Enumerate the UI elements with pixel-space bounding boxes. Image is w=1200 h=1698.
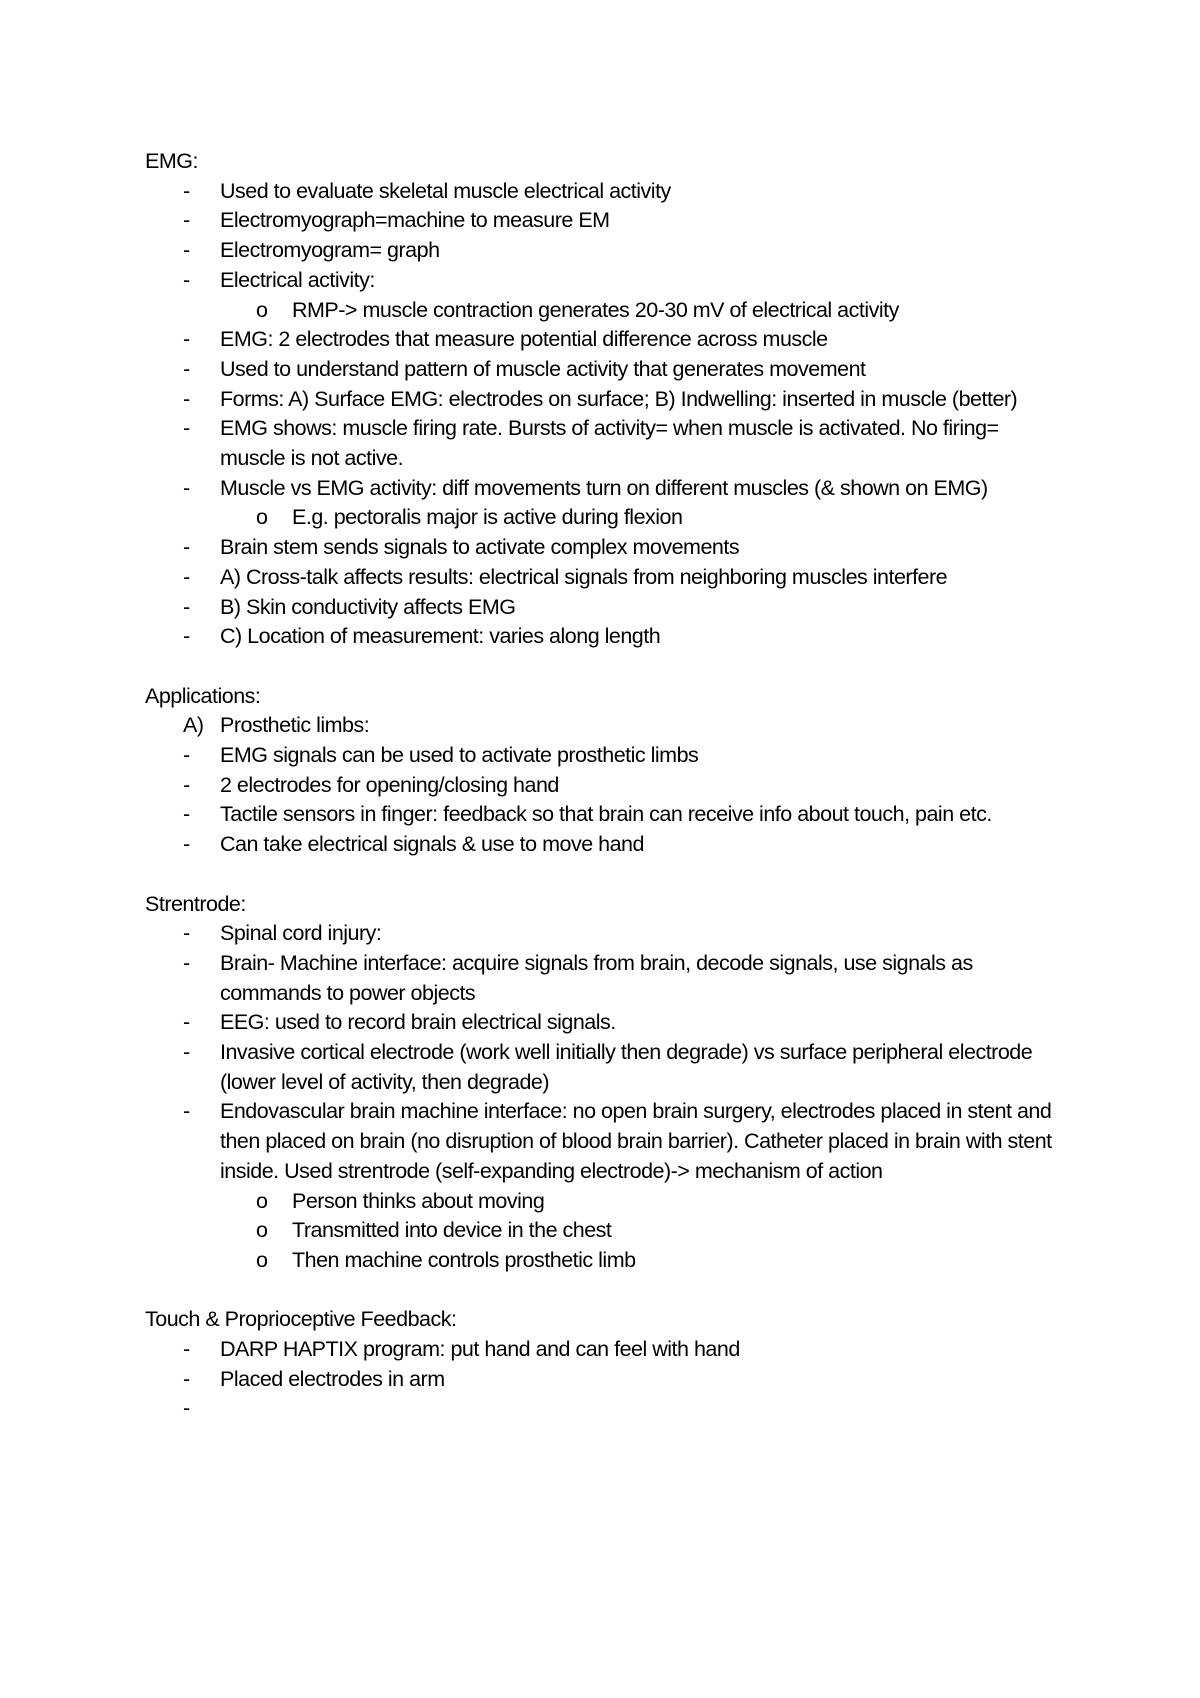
list-item: [145, 830, 1065, 860]
circle-bullet-icon: o: [256, 297, 268, 322]
item-text: EMG shows: muscle firing rate. Bursts of activity= when muscle is activated. No firing= muscle is not active.: [220, 416, 999, 471]
section: [145, 890, 1065, 1276]
circle-bullet-icon: o: [256, 1218, 268, 1243]
item-text: Invasive cortical electrode (work well initially then degrade) vs surface peripheral electrode (lower level of activity, then degrade): [220, 1040, 1033, 1094]
section: [145, 682, 1065, 860]
list-letter: A): [183, 713, 204, 738]
item-text: Transmitted into device in the chest: [292, 1218, 612, 1243]
sub-bullet-item: [145, 296, 1065, 326]
item-text: Prosthetic limbs:: [220, 713, 370, 738]
dash-bullet-icon: -: [183, 178, 190, 203]
list-item: [145, 741, 1065, 771]
section-heading: Strentrode:: [145, 891, 246, 916]
dash-bullet-icon: -: [183, 1366, 190, 1391]
list-item: [145, 474, 1065, 504]
item-text: E.g. pectoralis major is active during flexion: [292, 505, 683, 530]
dash-bullet-icon: -: [183, 238, 190, 263]
item-text: DARP HAPTIX program: put hand and can feel with hand: [220, 1337, 740, 1362]
item-text: EMG signals can be used to activate prosthetic limbs: [220, 743, 699, 768]
item-text: Muscle vs EMG activity: diff movements turn on different muscles (& shown on EMG): [220, 475, 988, 500]
item-text: Forms: A) Surface EMG: electrodes on surface; B) Indwelling: inserted in muscle (better): [220, 386, 1018, 411]
list-item: [145, 1394, 1065, 1424]
list-item: [145, 385, 1065, 415]
item-text: Spinal cord injury:: [220, 921, 382, 946]
dash-bullet-icon: -: [183, 475, 190, 500]
section-heading: EMG:: [145, 149, 198, 173]
list-item: [145, 949, 1065, 1008]
item-text: Placed electrodes in arm: [220, 1366, 445, 1391]
item-text: EEG: used to record brain electrical signals.: [220, 1010, 616, 1035]
list-item: [145, 325, 1065, 355]
dash-bullet-icon: -: [183, 327, 190, 352]
dash-bullet-icon: -: [183, 564, 190, 589]
item-text: A) Cross-talk affects results: electrical signals from neighboring muscles interfere: [220, 564, 948, 589]
list-item: [145, 177, 1065, 207]
item-text: Used to understand pattern of muscle activity that generates movement: [220, 356, 866, 381]
dash-bullet-icon: -: [183, 356, 190, 381]
document-body: [145, 147, 1065, 1454]
list-item: [145, 1038, 1065, 1097]
dash-bullet-icon: -: [183, 594, 190, 619]
sub-bullet-item: [145, 1187, 1065, 1217]
list-item: [145, 800, 1065, 830]
item-text: 2 electrodes for opening/closing hand: [220, 772, 559, 797]
section-heading: Touch & Proprioceptive Feedback:: [145, 1307, 457, 1332]
item-text: Person thinks about moving: [292, 1188, 545, 1213]
item-text: Then machine controls prosthetic limb: [292, 1247, 636, 1272]
list-item: [145, 355, 1065, 385]
dash-bullet-icon: -: [183, 267, 190, 292]
item-text: Brain- Machine interface: acquire signals from brain, decode signals, use signals as commands to power objects: [220, 950, 973, 1005]
list-item: [145, 1097, 1065, 1186]
dash-bullet-icon: -: [183, 1010, 190, 1035]
item-text: Electrical activity:: [220, 267, 375, 292]
list-item: [145, 1008, 1065, 1038]
item-text: Used to evaluate skeletal muscle electrical activity: [220, 178, 671, 203]
list-item: [145, 1335, 1065, 1365]
section: [145, 147, 1065, 652]
circle-bullet-icon: o: [256, 505, 268, 530]
dash-bullet-icon: -: [183, 743, 190, 768]
dash-bullet-icon: -: [183, 1040, 190, 1065]
dash-bullet-icon: -: [183, 1099, 190, 1124]
item-text: B) Skin conductivity affects EMG: [220, 594, 516, 619]
list-item: [145, 563, 1065, 593]
list-item: [145, 206, 1065, 236]
dash-bullet-icon: -: [183, 624, 190, 649]
item-text: Can take electrical signals & use to move hand: [220, 832, 644, 857]
list-item: [145, 622, 1065, 652]
sub-bullet-item: [145, 503, 1065, 533]
item-text: Endovascular brain machine interface: no open brain surgery, electrodes placed in stent and then placed on brain (no disruption of blood brain barrier). Catheter placed in brain with stent inside. Used strentrode (self-expanding electrode)-> mechanism of action: [220, 1099, 1052, 1183]
list-item: [145, 1365, 1065, 1395]
dash-bullet-icon: -: [183, 921, 190, 946]
dash-bullet-icon: -: [183, 832, 190, 857]
dash-bullet-icon: -: [183, 802, 190, 827]
list-item: [145, 593, 1065, 623]
dash-bullet-icon: -: [183, 386, 190, 411]
item-text: C) Location of measurement: varies along length: [220, 624, 661, 649]
lettered-item: [145, 711, 1065, 741]
list-item: [145, 919, 1065, 949]
section: [145, 1305, 1065, 1424]
dash-bullet-icon: -: [183, 535, 190, 560]
item-text: EMG: 2 electrodes that measure potential difference across muscle: [220, 327, 828, 352]
list-item: [145, 266, 1065, 296]
dash-bullet-icon: -: [183, 1396, 190, 1421]
list-item: [145, 414, 1065, 473]
item-text: Electromyograph=machine to measure EM: [220, 208, 610, 233]
circle-bullet-icon: o: [256, 1247, 268, 1272]
section-heading: Applications:: [145, 683, 261, 708]
circle-bullet-icon: o: [256, 1188, 268, 1213]
item-text: Electromyogram= graph: [220, 238, 440, 263]
item-text: [145, 1394, 1065, 1424]
list-item: [145, 533, 1065, 563]
sub-bullet-item: [145, 1246, 1065, 1276]
item-text: Brain stem sends signals to activate complex movements: [220, 535, 740, 560]
dash-bullet-icon: -: [183, 416, 190, 441]
sub-bullet-item: [145, 1216, 1065, 1246]
item-text: Tactile sensors in finger: feedback so that brain can receive info about touch, pain etc.: [220, 802, 992, 827]
item-text: RMP-> muscle contraction generates 20-30 mV of electrical activity: [292, 297, 899, 322]
list-item: [145, 236, 1065, 266]
dash-bullet-icon: -: [183, 950, 190, 975]
list-item: [145, 771, 1065, 801]
dash-bullet-icon: -: [183, 772, 190, 797]
dash-bullet-icon: -: [183, 208, 190, 233]
dash-bullet-icon: -: [183, 1337, 190, 1362]
